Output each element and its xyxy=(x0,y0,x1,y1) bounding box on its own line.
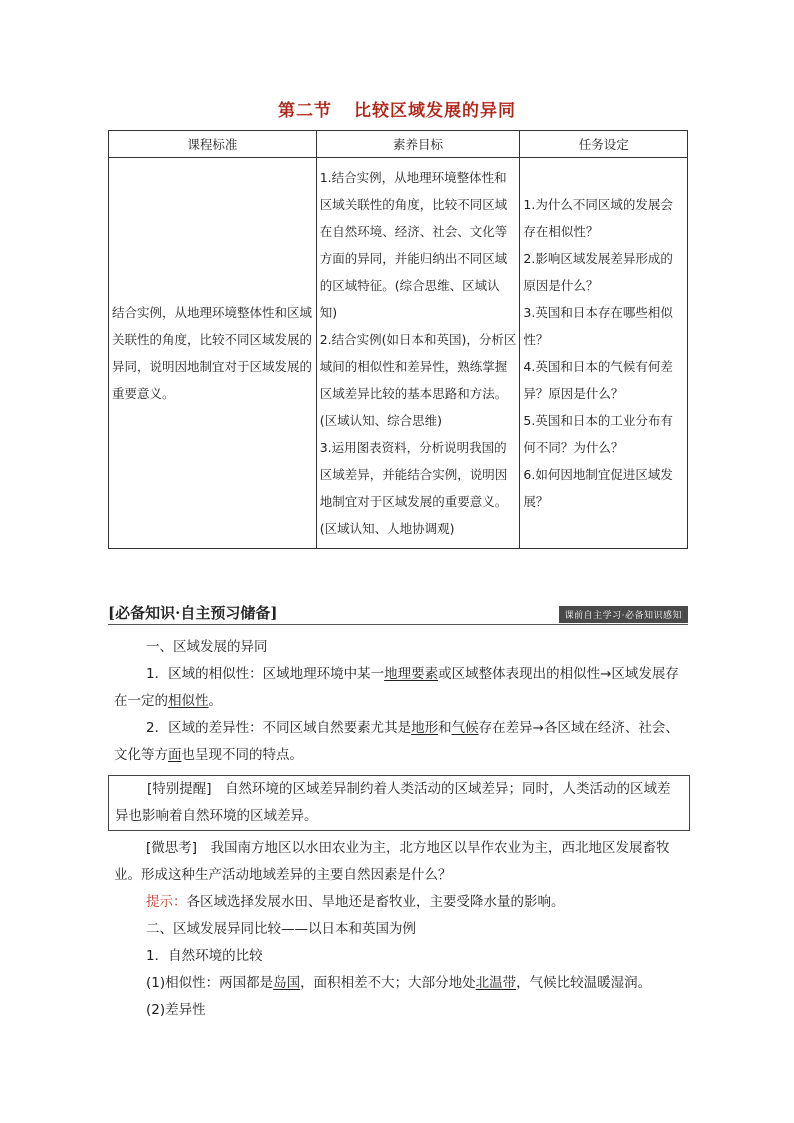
key-term: 气候 xyxy=(451,720,479,736)
section-number: 第二节 xyxy=(278,101,332,121)
text: 1．区域的相似性：区域地理环境中某一 xyxy=(146,666,385,682)
hint-label: 提示： xyxy=(146,894,187,910)
section-header xyxy=(108,602,688,625)
header-goals: 素养目标 xyxy=(316,131,520,158)
text: 或区域整体表现出的相似性→区域发展存在一定的 xyxy=(114,666,679,709)
paragraph-natural-difference: (2)差异性 xyxy=(146,1002,206,1018)
paragraph-difference xyxy=(114,715,684,769)
section-title: 比较区域发展的异同 xyxy=(354,101,516,121)
text: 也呈现不同的特点。 xyxy=(181,747,303,763)
hint xyxy=(114,889,684,916)
task-item: 6.如何因地制宜促进区域发展？ xyxy=(523,467,673,509)
paragraph-natural-similarity xyxy=(114,970,684,997)
key-term: 面 xyxy=(168,747,182,763)
key-term: 相似性 xyxy=(168,693,209,709)
text: 。 xyxy=(208,693,222,709)
key-term: 地形 xyxy=(411,720,439,736)
text: ，气候比较温暖湿润。 xyxy=(516,975,652,991)
heading-2: 二、区域发展异同比较——以日本和英国为例 xyxy=(146,921,416,937)
goals-cell xyxy=(316,158,520,549)
special-reminder xyxy=(115,776,683,830)
special-reminder-box xyxy=(108,775,690,831)
thinking-text: 我国南方地区以水田农业为主，北方地区以旱作农业为主，西北地区发展畜牧业。形成这种生产活动地域差异的主要自然因素是什么？ xyxy=(114,840,670,883)
reminder-label: [特别提醒] xyxy=(147,781,212,797)
text: 2．区域的差异性：不同区域自然要素尤其是 xyxy=(146,720,412,736)
hint-text: 各区域选择发展水田、旱地还是畜牧业，主要受降水量的影响。 xyxy=(186,894,565,910)
page-title xyxy=(0,96,794,121)
goal-item: 2.结合实例(如日本和英国)，分析区域间的相似性和差异性，熟练掌握区域差异比较的基本思路和方法。(区域认知、综合思维) xyxy=(319,332,517,428)
task-item: 2.影响区域发展差异形成的原因是什么？ xyxy=(523,251,673,293)
content-body xyxy=(114,634,684,1024)
goal-item: 3.运用图表资料，分析说明我国的区域差异，并能结合实例，说明因地制宜对于区域发展的重要意义。(区域认知、人地协调观) xyxy=(319,440,508,536)
header-standard: 课程标准 xyxy=(109,131,317,158)
goal-item: 1.结合实例，从地理环境整体性和区域关联性的角度，比较不同区域在自然环境、经济、社会、文化等方面的异同，并能归纳出不同区域的区域特征。(综合思维、区域认知) xyxy=(319,170,508,320)
standard-cell: 结合实例，从地理环境整体性和区域关联性的角度，比较不同区域发展的异同，说明因地制宜对于区域发展的重要意义。 xyxy=(109,158,317,549)
task-item: 3.英国和日本存在哪些相似性？ xyxy=(523,305,673,347)
mini-thinking xyxy=(114,835,684,889)
curriculum-table xyxy=(108,130,688,549)
task-item: 1.为什么不同区域的发展会存在相似性？ xyxy=(523,197,673,239)
text: 存在差异→各区域在经济、社会、文化等方 xyxy=(114,720,679,763)
reminder-text: 自然环境的区域差异制约着人类活动的区域差异；同时，人类活动的区域差异也影响着自然环境的区域差异。 xyxy=(115,781,671,824)
key-term: 岛国 xyxy=(273,975,301,991)
text: 和 xyxy=(438,720,452,736)
heading-3: 1．自然环境的比较 xyxy=(146,948,263,964)
text: ，面积相差不大；大部分地处 xyxy=(300,975,476,991)
task-item: 5.英国和日本的工业分布有何不同？为什么？ xyxy=(523,413,673,455)
paragraph-similarity xyxy=(114,661,684,715)
tasks-cell xyxy=(520,158,688,549)
section-header-title: [必备知识·自主预习储备] xyxy=(108,604,278,622)
key-term: 地理要素 xyxy=(384,666,439,682)
text: (1)相似性：两国都是 xyxy=(146,975,274,991)
header-tasks: 任务设定 xyxy=(520,131,688,158)
thinking-label: [微思考] xyxy=(146,840,198,856)
heading-1: 一、区域发展的异同 xyxy=(146,639,268,655)
section-header-tag: 课前自主学习·必备知识感知 xyxy=(559,606,688,623)
task-item: 4.英国和日本的气候有何差异？原因是什么？ xyxy=(523,359,673,401)
key-term: 北温带 xyxy=(475,975,517,991)
